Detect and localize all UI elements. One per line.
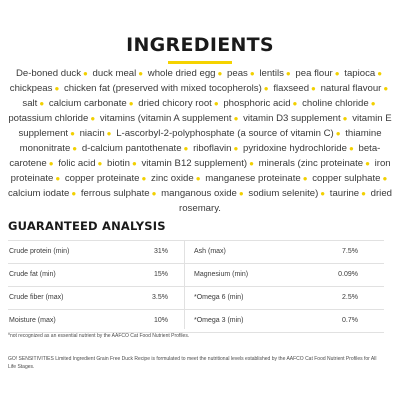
separator-dot-icon: ● <box>72 144 78 153</box>
separator-dot-icon: ● <box>138 69 144 78</box>
ingredient-item: tapioca <box>344 68 376 79</box>
ingredient-item: ferrous sulphate <box>80 188 150 199</box>
ingredient-item: manganous oxide <box>161 188 237 199</box>
ingredient-item: vitamin B12 supplement) <box>141 158 248 169</box>
ingredient-item: beta-carotene <box>9 143 381 169</box>
ingredient-item: choline chloride <box>302 98 369 109</box>
nutrient-value: 0.09% <box>338 271 358 278</box>
aafco-footnote: *not recognized as an essential nutrient by the AAFCO Cat Food Nutrient Profiles. <box>8 333 190 339</box>
separator-dot-icon: ● <box>48 159 54 168</box>
nutrient-value: 31% <box>153 248 168 255</box>
separator-dot-icon: ● <box>383 84 389 93</box>
nutrient-label: Crude fiber (max) <box>9 294 64 301</box>
nutrient-label: Crude protein (min) <box>9 248 70 255</box>
separator-dot-icon: ● <box>233 144 239 153</box>
ingredients-list <box>8 66 392 216</box>
nutrient-value: 2.5% <box>342 294 358 301</box>
ingredient-item: dried rosemary. <box>179 188 392 214</box>
separator-dot-icon: ● <box>141 174 147 183</box>
ingredient-item: riboflavin <box>193 143 232 154</box>
separator-dot-icon: ● <box>361 189 366 198</box>
nutrient-label: Magnesium (min) <box>194 271 249 278</box>
ingredient-item: calcium carbonate <box>48 98 127 109</box>
ingredient-item: calcium iodate <box>8 188 70 199</box>
separator-dot-icon: ● <box>70 129 75 138</box>
separator-dot-icon: ● <box>128 99 134 108</box>
separator-dot-icon: ● <box>233 114 239 123</box>
ingredient-item: niacin <box>79 128 105 139</box>
separator-dot-icon: ● <box>370 99 376 108</box>
ingredient-item: pyridoxine hydrochloride <box>242 143 347 154</box>
separator-dot-icon: ● <box>39 99 45 108</box>
table-row <box>8 286 384 309</box>
ingredient-item: vitamins (vitamin A supplement <box>99 113 232 124</box>
separator-dot-icon: ● <box>183 144 189 153</box>
nutrient-value: 15% <box>153 271 168 278</box>
nutrient-label: Crude fat (min) <box>9 271 56 278</box>
separator-dot-icon: ● <box>55 174 61 183</box>
ingredient-item: vitamin E supplement <box>18 113 392 139</box>
ingredient-item: natural flavour <box>320 83 382 94</box>
separator-dot-icon: ● <box>213 99 219 108</box>
ingredient-item: minerals (zinc proteinate <box>258 158 364 169</box>
ingredient-item: folic acid <box>58 158 96 169</box>
ingredient-item: chicken fat (preserved with mixed tocopherols) <box>63 83 262 94</box>
ingredient-item: lentils <box>259 68 284 79</box>
separator-dot-icon: ● <box>90 114 96 123</box>
separator-dot-icon: ● <box>131 159 137 168</box>
ingredient-item: pea flour <box>295 68 333 79</box>
ingredient-item: copper sulphate <box>312 173 381 184</box>
ingredient-item: copper proteinate <box>64 173 140 184</box>
ingredient-item: whole dried egg <box>147 68 216 79</box>
ingredient-item: iron proteinate <box>10 158 391 184</box>
separator-dot-icon: ● <box>97 159 103 168</box>
separator-dot-icon: ● <box>249 69 255 78</box>
separator-dot-icon: ● <box>263 84 269 93</box>
separator-dot-icon: ● <box>320 189 326 198</box>
ingredient-item: L-ascorbyl-2-polyphosphate (a source of vitamin C) <box>116 128 334 139</box>
ingredient-item: thiamine mononitrate <box>19 128 382 154</box>
ingredient-item: zinc oxide <box>151 173 194 184</box>
guaranteed-analysis-table <box>8 240 384 333</box>
ingredient-item: peas <box>227 68 248 79</box>
separator-dot-icon: ● <box>195 174 201 183</box>
nutrient-value: 0.7% <box>342 317 358 324</box>
nutrient-label: Moisture (max) <box>9 317 56 324</box>
nutrient-label: Ash (max) <box>194 248 226 255</box>
separator-dot-icon: ● <box>382 174 388 183</box>
ingredient-item: dried chicory root <box>138 98 212 109</box>
separator-dot-icon: ● <box>217 69 223 78</box>
table-row <box>8 309 384 333</box>
ingredient-item: taurine <box>329 188 360 199</box>
separator-dot-icon: ● <box>71 189 77 198</box>
nutrient-value: 7.5% <box>342 248 358 255</box>
separator-dot-icon: ● <box>348 144 354 153</box>
separator-dot-icon: ● <box>285 69 291 78</box>
nutrient-value: 10% <box>153 317 168 324</box>
aafco-statement: GO! SENSITIVITIES Limited Ingredient Grain Free Duck Recipe is formulated to meet the nutritional levels established by the AAFCO Cat Food Nutrient Profiles for All Life Stages. <box>8 356 377 370</box>
separator-dot-icon: ● <box>365 159 370 168</box>
separator-dot-icon: ● <box>106 129 112 138</box>
ingredient-item: d-calcium pantothenate <box>81 143 182 154</box>
ingredient-item: duck meal <box>92 68 137 79</box>
ingredient-item: flaxseed <box>273 83 310 94</box>
separator-dot-icon: ● <box>83 69 88 78</box>
nutrient-value: 3.5% <box>152 294 168 301</box>
ingredient-item: salt <box>22 98 38 109</box>
table-row <box>8 263 384 286</box>
ingredient-item: sodium selenite) <box>248 188 319 199</box>
separator-dot-icon: ● <box>302 174 308 183</box>
separator-dot-icon: ● <box>335 129 341 138</box>
nutrient-label: *Omega 6 (min) <box>194 294 244 301</box>
separator-dot-icon: ● <box>311 84 316 93</box>
separator-dot-icon: ● <box>342 114 348 123</box>
separator-dot-icon: ● <box>334 69 340 78</box>
nutrient-label: *Omega 3 (min) <box>194 317 244 324</box>
separator-dot-icon: ● <box>151 189 157 198</box>
separator-dot-icon: ● <box>249 159 254 168</box>
separator-dot-icon: ● <box>292 99 298 108</box>
ingredient-item: biotin <box>107 158 130 169</box>
ingredient-item: De-boned duck <box>15 68 82 79</box>
ingredients-heading: INGREDIENTS <box>126 34 274 56</box>
separator-dot-icon: ● <box>238 189 244 198</box>
ingredients-heading-wrap <box>0 34 400 56</box>
separator-dot-icon: ● <box>54 84 60 93</box>
heading-accent-underline <box>168 61 232 64</box>
ingredient-item: chickpeas <box>9 83 53 94</box>
table-row <box>8 240 384 263</box>
ingredient-item: manganese proteinate <box>205 173 301 184</box>
ingredient-item: vitamin D3 supplement <box>243 113 341 124</box>
ingredient-item: potassium chloride <box>8 113 89 124</box>
guaranteed-analysis-heading: GUARANTEED ANALYSIS <box>8 219 166 233</box>
ingredient-item: phosphoric acid <box>223 98 291 109</box>
separator-dot-icon: ● <box>377 69 383 78</box>
